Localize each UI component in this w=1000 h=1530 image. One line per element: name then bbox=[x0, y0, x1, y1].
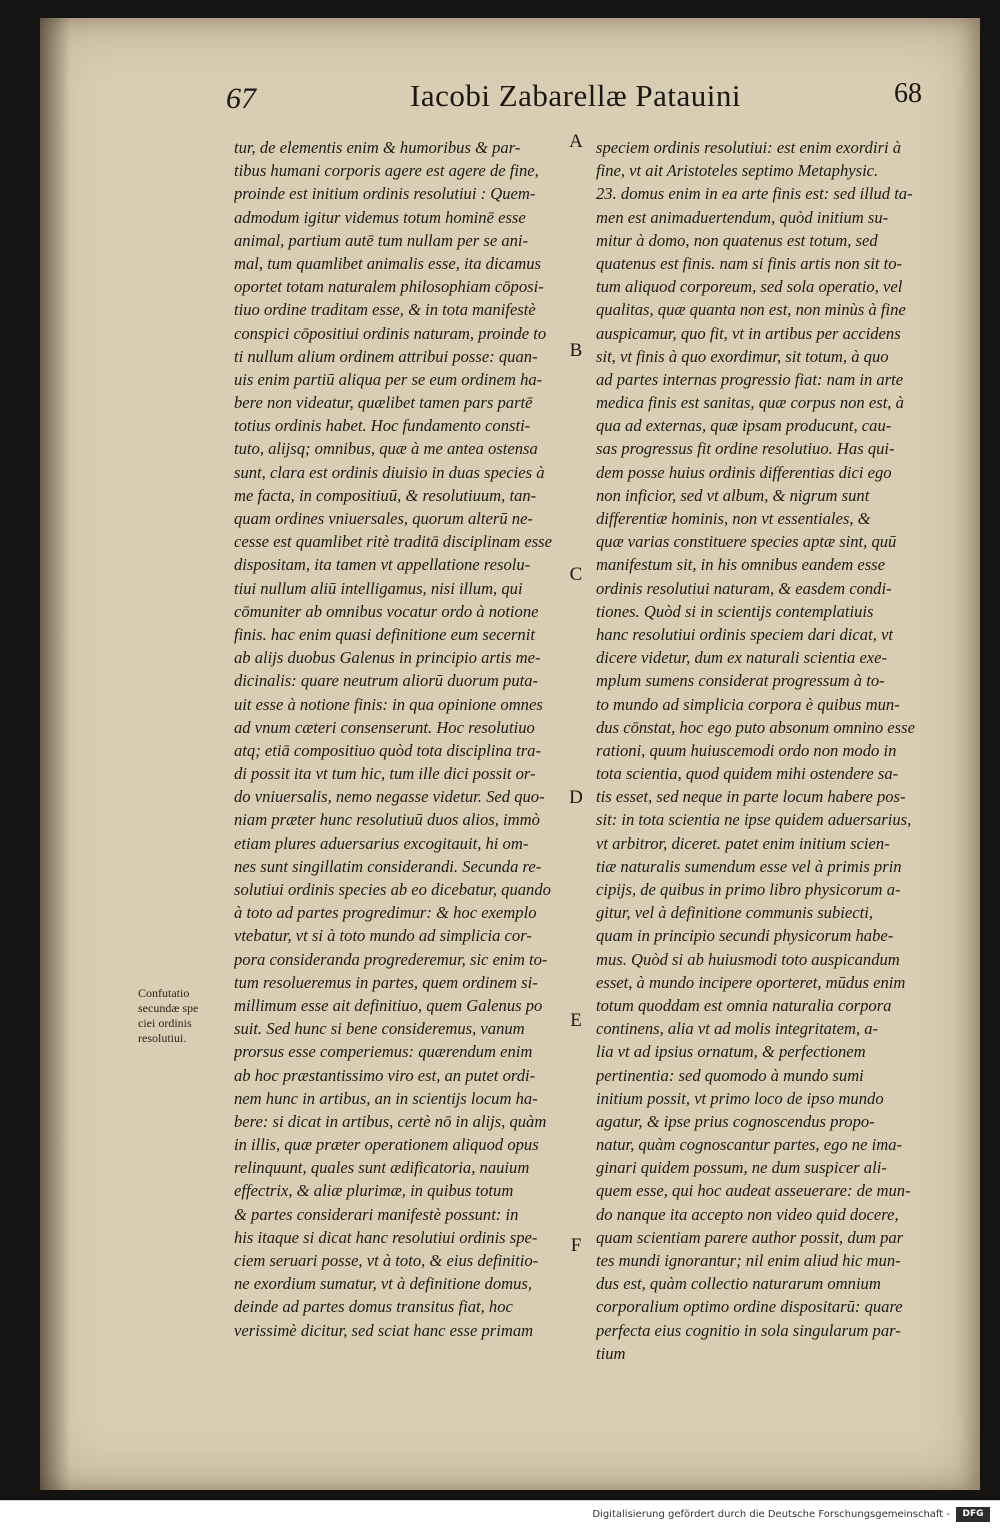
text-line: gitur, vel à definitione communis subiecti, bbox=[596, 903, 873, 923]
text-line: perfecta eius cognitio in sola singularum par- bbox=[596, 1320, 901, 1340]
text-line: conspici cōpositiui ordinis naturam, proinde to bbox=[234, 323, 547, 343]
text-line: niam præter hunc resolutiuū duos alios, immò bbox=[234, 810, 540, 830]
book-page bbox=[40, 18, 980, 1490]
text-line: non inficior, sed vt album, & nigrum sunt bbox=[596, 485, 870, 505]
text-line: tiui nullum aliū intelligamus, nisi illum, qui bbox=[234, 578, 523, 598]
text-line: do nanque ita accepto non video quid docere, bbox=[596, 1204, 899, 1224]
text-line: dispositam, ita tamen vt appellatione resolu- bbox=[234, 555, 531, 575]
text-line: do vniuersalis, nemo negasse videtur. Sed quo- bbox=[234, 787, 545, 807]
text-line: dus est, quàm collectio naturarum omnium bbox=[596, 1274, 881, 1294]
text-line: fine, vt ait Aristoteles septimo Metaphysic. bbox=[596, 161, 879, 181]
text-line: nem hunc in artibus, an in scientijs locum ha- bbox=[234, 1088, 538, 1108]
text-line: admodum igitur videmus totum hominē esse bbox=[234, 207, 526, 227]
running-head bbox=[40, 78, 980, 126]
text-line: ti nullum alium ordinem attribui posse: quan- bbox=[234, 346, 538, 366]
text-line: dicere videtur, dum ex naturali scientia exe- bbox=[596, 648, 888, 668]
text-line: differentiæ hominis, non vt essentiales, & bbox=[596, 509, 871, 528]
text-line: à toto ad partes progredimur: & hoc exemplo bbox=[234, 903, 537, 923]
text-line: sit, vt finis à quo exordimur, sit totum, à quo bbox=[596, 346, 889, 366]
text-line: ab hoc præstantissimo viro est, an putet ordi- bbox=[234, 1065, 536, 1085]
text-line: quam scientiam parere author possit, dum par bbox=[596, 1227, 904, 1247]
text-line: cōmuniter ab omnibus vocatur ordo à notione bbox=[234, 601, 539, 621]
text-line: auspicamur, quo fit, vt in artibus per accidens bbox=[596, 323, 901, 343]
text-line: atq; etiā compositiuo quòd tota disciplina tra- bbox=[234, 740, 541, 760]
running-title: Iacobi Zabarellæ Patauini bbox=[410, 78, 741, 113]
text-line: qua ad externas, quæ ipsam producunt, cau- bbox=[596, 416, 892, 436]
text-line: tibus humani corporis agere est agere de fine, bbox=[234, 161, 539, 181]
text-line: ciem seruari posse, vt à toto, & eius definitio- bbox=[234, 1251, 539, 1270]
text-line: tes mundi ignorantur; nil enim aliud hic mun- bbox=[596, 1251, 901, 1270]
section-marker-d: D bbox=[569, 787, 583, 808]
text-line: uit esse à notione finis: in qua opinione omnes bbox=[234, 694, 543, 714]
text-line: deinde ad partes domus transitus fiat, hoc bbox=[234, 1297, 513, 1317]
text-line: millimum esse ait definitiuo, quem Galenus po bbox=[234, 995, 543, 1015]
text-line: tiones. Quòd si in scientijs contemplatiuis bbox=[596, 601, 874, 621]
text-line: sunt, clara est ordinis diuisio in duas species à bbox=[234, 462, 545, 482]
text-line: totius ordinis habet. Hoc fundamento consti- bbox=[234, 416, 531, 436]
text-line: cesse est quamlibet ritè traditā disciplinam esse bbox=[234, 532, 553, 552]
text-line: prorsus esse comperiemus: quærendum enim bbox=[234, 1042, 533, 1062]
text-line: me facta, in compositiuū, & resolutiuum, tan- bbox=[234, 485, 537, 505]
funding-note: Digitalisierung gefördert durch die Deutsche Forschungsgemeinschaft - bbox=[592, 1509, 950, 1520]
text-line: tur, de elementis enim & humoribus & par- bbox=[234, 138, 521, 157]
right-text-column bbox=[596, 136, 938, 1365]
text-line: to mundo ad simplicia corpora è quibus mun- bbox=[596, 694, 900, 714]
text-line: esset, à mundo incipere oporteret, mūdus enim bbox=[596, 972, 906, 992]
margin-note-line: Confutatio bbox=[138, 986, 190, 1000]
section-marker-b: B bbox=[569, 340, 583, 361]
text-line: quam ordines vniuersales, quorum alterū ne- bbox=[234, 509, 533, 528]
section-marker-f: F bbox=[570, 1235, 582, 1256]
text-line: natur, quàm cognoscantur partes, ego ne ima- bbox=[596, 1135, 903, 1155]
text-line: etiam plures aduersarius excogitauit, hi om- bbox=[234, 833, 529, 853]
text-line: quatenus est finis. nam si finis artis non sit to- bbox=[596, 253, 903, 273]
text-line: animal, partium autē tum nullam per se ani- bbox=[234, 230, 529, 250]
text-line: mal, tum quamlibet animalis esse, ita dicamus bbox=[234, 253, 541, 273]
text-line: ordinis resolutiui naturam, & easdem condi- bbox=[596, 578, 892, 598]
text-line: cipijs, de quibus in primo libro physicorum a- bbox=[596, 880, 901, 899]
text-line: effectrix, & aliæ plurimæ, in quibus totum bbox=[234, 1181, 514, 1201]
text-line: pora consideranda progrederemur, sic enim to- bbox=[234, 949, 548, 969]
text-line: ne exordium sumatur, vt à definitione domus, bbox=[234, 1274, 533, 1294]
text-line: rationi, quum huiuscemodi ordo non modo in bbox=[596, 740, 897, 760]
text-line: pertinentia: sed quomodo à mundo sumi bbox=[596, 1065, 864, 1085]
margin-note-line: resolutiui. bbox=[138, 1031, 187, 1045]
text-line: mplum sumens considerat progressum à to- bbox=[596, 671, 885, 691]
footer-bar bbox=[0, 1500, 1000, 1530]
text-line: 23. domus enim in ea arte finis est: sed illud ta- bbox=[596, 184, 913, 204]
text-line: dus cōnstat, hoc ego puto absonum omnino esse bbox=[596, 717, 915, 737]
text-line: vt arbitror, diceret. patet enim initium scien- bbox=[596, 833, 890, 853]
text-line: & partes considerari manifestè possunt: in bbox=[234, 1204, 519, 1224]
text-line: sas progressus fit ordine resolutiuo. Has qui- bbox=[596, 439, 895, 459]
text-line: ad vnum cæteri consenserunt. Hoc resolutiuo bbox=[234, 717, 535, 737]
text-line: uis enim partiū aliqua per se eum ordinem ha- bbox=[234, 369, 543, 389]
text-line: bere: si dicat in artibus, certè nō in alijs, quàm bbox=[234, 1111, 547, 1131]
text-line: tium bbox=[596, 1343, 626, 1363]
text-line: proinde est initium ordinis resolutiui : Quem- bbox=[234, 184, 536, 204]
margin-note-line: secundæ spe bbox=[138, 1001, 199, 1015]
section-marker-a: A bbox=[569, 131, 583, 152]
page-number-right: 68 bbox=[894, 78, 922, 109]
text-line: vtebatur, vt si à toto mundo ad simplicia cor- bbox=[234, 926, 532, 946]
text-line: men est animaduertendum, quòd initium su- bbox=[596, 207, 889, 227]
text-line: ginari quidem possum, ne dum suspicer ali- bbox=[596, 1158, 887, 1178]
text-line: manifestum sit, in his omnibus eandem esse bbox=[596, 555, 885, 575]
text-line: qualitas, quæ quanta non est, non minùs à fine bbox=[596, 300, 906, 320]
text-line: speciem ordinis resolutiui: est enim exordiri à bbox=[596, 138, 902, 157]
text-line: tiuo ordine traditam esse, & in tota manifestè bbox=[234, 300, 536, 320]
text-line: tuto, alijsq; omnibus, quæ à me antea ostensa bbox=[234, 439, 538, 459]
text-line: di possit ita vt tum hic, tum ille dici possit or- bbox=[234, 764, 536, 784]
text-line: ab alijs duobus Galenus in principio artis me- bbox=[234, 648, 541, 668]
text-line: mitur à domo, non quatenus est totum, sed bbox=[596, 230, 878, 250]
text-line: hanc resolutiui ordinis speciem dari dicat, vt bbox=[596, 624, 893, 644]
text-line: tota scientia, quod quidem mihi ostendere sa- bbox=[596, 764, 899, 784]
text-line: continens, alia vt ad molis integritatem, a- bbox=[596, 1019, 879, 1039]
text-line: suit. Sed hunc si bene consideremus, vanum bbox=[234, 1019, 525, 1039]
section-marker-c: C bbox=[569, 564, 583, 585]
text-line: his itaque si dicat hanc resolutiui ordinis spe- bbox=[234, 1227, 538, 1247]
dfg-logo: DFG bbox=[956, 1507, 990, 1522]
text-line: verissimè dicitur, sed sciat hanc esse primam bbox=[234, 1320, 534, 1340]
margin-note bbox=[138, 986, 230, 1046]
text-line: quam in principio secundi physicorum habe- bbox=[596, 926, 894, 946]
text-line: tiæ naturalis sumendum esse vel à primis prin bbox=[596, 856, 902, 876]
left-text-column bbox=[234, 136, 576, 1342]
text-line: lia vt ad ipsius ornatum, & perfectionem bbox=[596, 1042, 866, 1062]
text-line: corporalium optimo ordine dispositarū: quare bbox=[596, 1297, 903, 1317]
text-line: medica finis est sanitas, quæ corpus non est, à bbox=[596, 393, 904, 413]
text-line: quem esse, qui hoc audeat asseuerare: de mun- bbox=[596, 1181, 911, 1201]
text-line: tum aliquod corporeum, sed sola operatio, vel bbox=[596, 277, 903, 297]
text-line: tum resolueremus in partes, quem ordinem si- bbox=[234, 972, 538, 992]
text-line: finis. hac enim quasi definitione eum secernit bbox=[234, 624, 535, 644]
text-line: solutiui ordinis species ab eo dicebatur, quando bbox=[234, 880, 551, 899]
text-line: ad partes internas progressio fiat: nam in arte bbox=[596, 369, 904, 389]
text-line: tis esset, sed neque in parte locum habere pos- bbox=[596, 787, 906, 807]
text-line: totum quoddam est omnia naturalia corpora bbox=[596, 995, 892, 1015]
margin-note-line: ciei ordinis bbox=[138, 1016, 192, 1030]
text-line: relinquunt, quales sunt ædificatoria, nauium bbox=[234, 1158, 530, 1178]
text-line: dicinalis: quare neutrum aliorū duorum puta- bbox=[234, 671, 539, 691]
text-line: dem posse huius ordinis differentias dici ego bbox=[596, 462, 892, 482]
text-line: in illis, quæ præter operationem aliquod opus bbox=[234, 1135, 539, 1155]
text-line: agatur, & ipse prius cognoscendus propo- bbox=[596, 1111, 875, 1131]
text-line: bere non videatur, quælibet tamen pars partē bbox=[234, 393, 533, 413]
text-line: nes sunt singillatim considerandi. Secunda re- bbox=[234, 856, 542, 876]
text-line: mus. Quòd si ab huiusmodi toto auspicandum bbox=[596, 949, 900, 969]
section-marker-e: E bbox=[570, 1010, 582, 1031]
text-line: quæ varias constituere species aptæ sint, quū bbox=[596, 532, 897, 552]
text-line: oportet totam naturalem philosophiam cōposi- bbox=[234, 277, 544, 297]
text-line: sit: in tota scientia ne ipse quidem aduersarius, bbox=[596, 810, 912, 830]
text-line: initium possit, vt primo loco de ipso mundo bbox=[596, 1088, 884, 1108]
page-number-left: 67 bbox=[226, 82, 256, 115]
